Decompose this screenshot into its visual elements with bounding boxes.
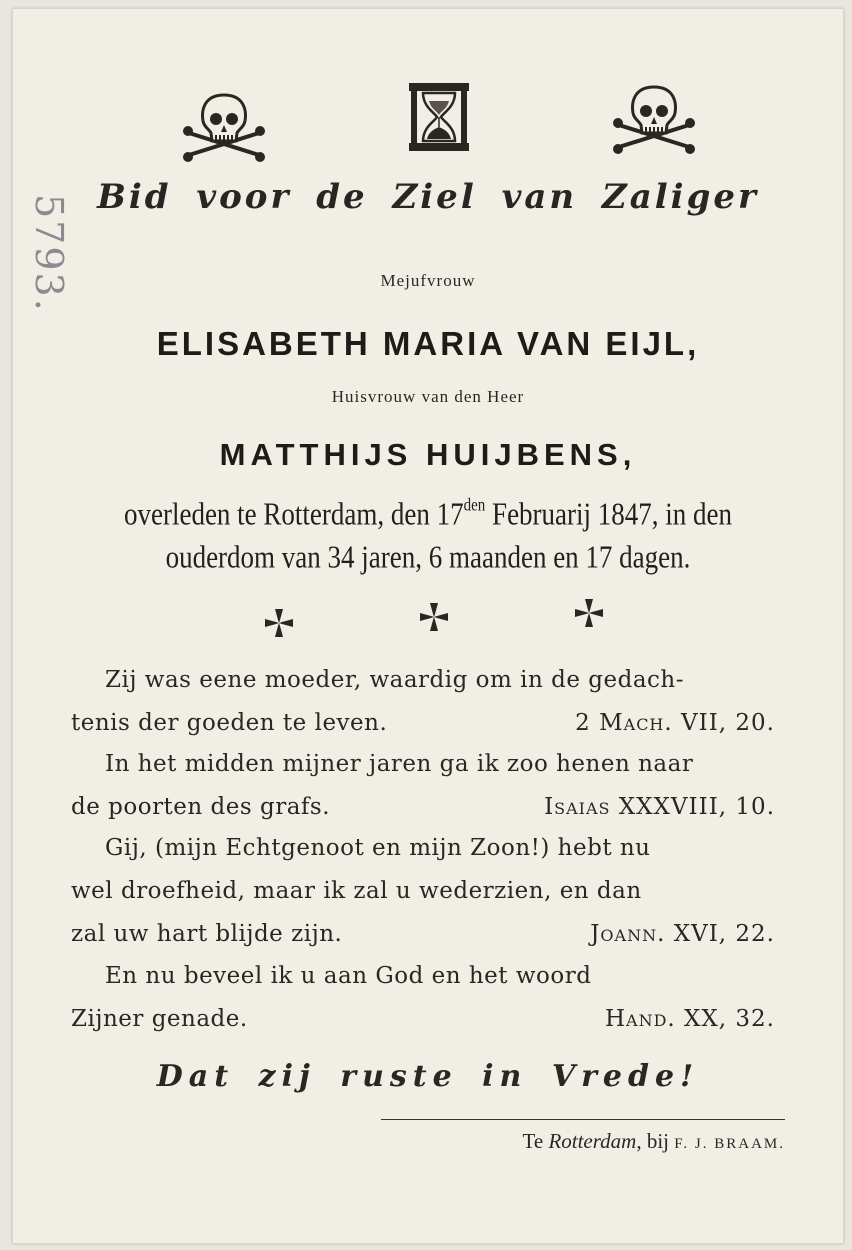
verse-text: wel droefheid, maar ik zal u wederzien, en dan: [71, 878, 642, 904]
verse-text: In het midden mijner jaren ga ik zoo henen naar: [105, 751, 694, 777]
death-line-1-pre: overleden te Rotterdam, den 17: [123, 496, 464, 532]
verse-4: [71, 963, 809, 1049]
death-line-1: [13, 496, 843, 533]
verse-1: [71, 667, 809, 753]
divider-rule: [381, 1119, 785, 1120]
verse-reference: Hand. XX, 32.: [604, 1006, 775, 1032]
memorial-card: [12, 8, 844, 1244]
verse-2: [71, 751, 809, 837]
skull-crossbones-icon: [611, 81, 697, 155]
printer-name: F. J. BRAAM.: [674, 1136, 785, 1152]
imprint-city: Rotterdam: [548, 1129, 637, 1153]
verse-line: [71, 710, 809, 753]
verse-reference: 2 Mach. VII, 20.: [575, 710, 775, 736]
verse-text: Zijner genade.: [71, 1006, 248, 1032]
death-line-1-post: Februarij 1847, in den: [485, 496, 733, 532]
emblem-row: [13, 81, 843, 171]
verse-line: [71, 921, 809, 964]
husband-name: MATTHIJS HUIJBENS,: [219, 437, 637, 472]
cross-ornament-row: [13, 607, 843, 647]
death-line-2: ouderdom van 34 jaren, 6 maanden en 17 dagen.: [165, 539, 691, 575]
verse-line: [71, 751, 809, 794]
cross-pattee-icon: [573, 597, 605, 629]
imprint-prefix: Te: [522, 1129, 549, 1153]
cross-pattee-icon: [418, 601, 450, 633]
prayer-heading: Bid voor de Ziel van Zaliger: [97, 177, 759, 217]
verse-line: [71, 1006, 809, 1049]
printer-imprint: [381, 1129, 785, 1154]
verse-line: [71, 667, 809, 710]
verse-line: [71, 963, 809, 1006]
verse-text: zal uw hart blijde zijn.: [71, 921, 343, 947]
closing-blessing: Dat zij ruste in Vrede!: [156, 1059, 700, 1094]
title-prefix: Mejufvrouw: [380, 271, 476, 290]
verse-text: En nu beveel ik u aan God en het woord: [105, 963, 592, 989]
hourglass-icon: [407, 81, 471, 153]
verse-text: Zij was eene moeder, waardig om in de gedach-: [105, 667, 684, 693]
verse-text: tenis der goeden te leven.: [71, 710, 388, 736]
relation-line: Huisvrouw van den Heer: [331, 387, 525, 406]
deceased-name: ELISABETH MARIA VAN EIJL,: [156, 325, 700, 362]
verse-reference: Isaias XXXVIII, 10.: [544, 794, 775, 820]
verse-text: Gij, (mijn Echtgenoot en mijn Zoon!) hebt nu: [105, 835, 651, 861]
pencil-inventory-mark: 5793.: [27, 194, 71, 313]
verse-line: [71, 878, 809, 921]
verse-3: [71, 835, 809, 964]
verse-reference: Joann. XVI, 22.: [590, 921, 775, 947]
verse-text: de poorten des grafs.: [71, 794, 331, 820]
verse-line: [71, 794, 809, 837]
cross-pattee-icon: [263, 607, 295, 639]
verse-line: [71, 835, 809, 878]
skull-crossbones-icon: [181, 89, 267, 163]
imprint-mid: , bij: [636, 1129, 675, 1153]
date-ordinal-suffix: den: [463, 496, 486, 516]
